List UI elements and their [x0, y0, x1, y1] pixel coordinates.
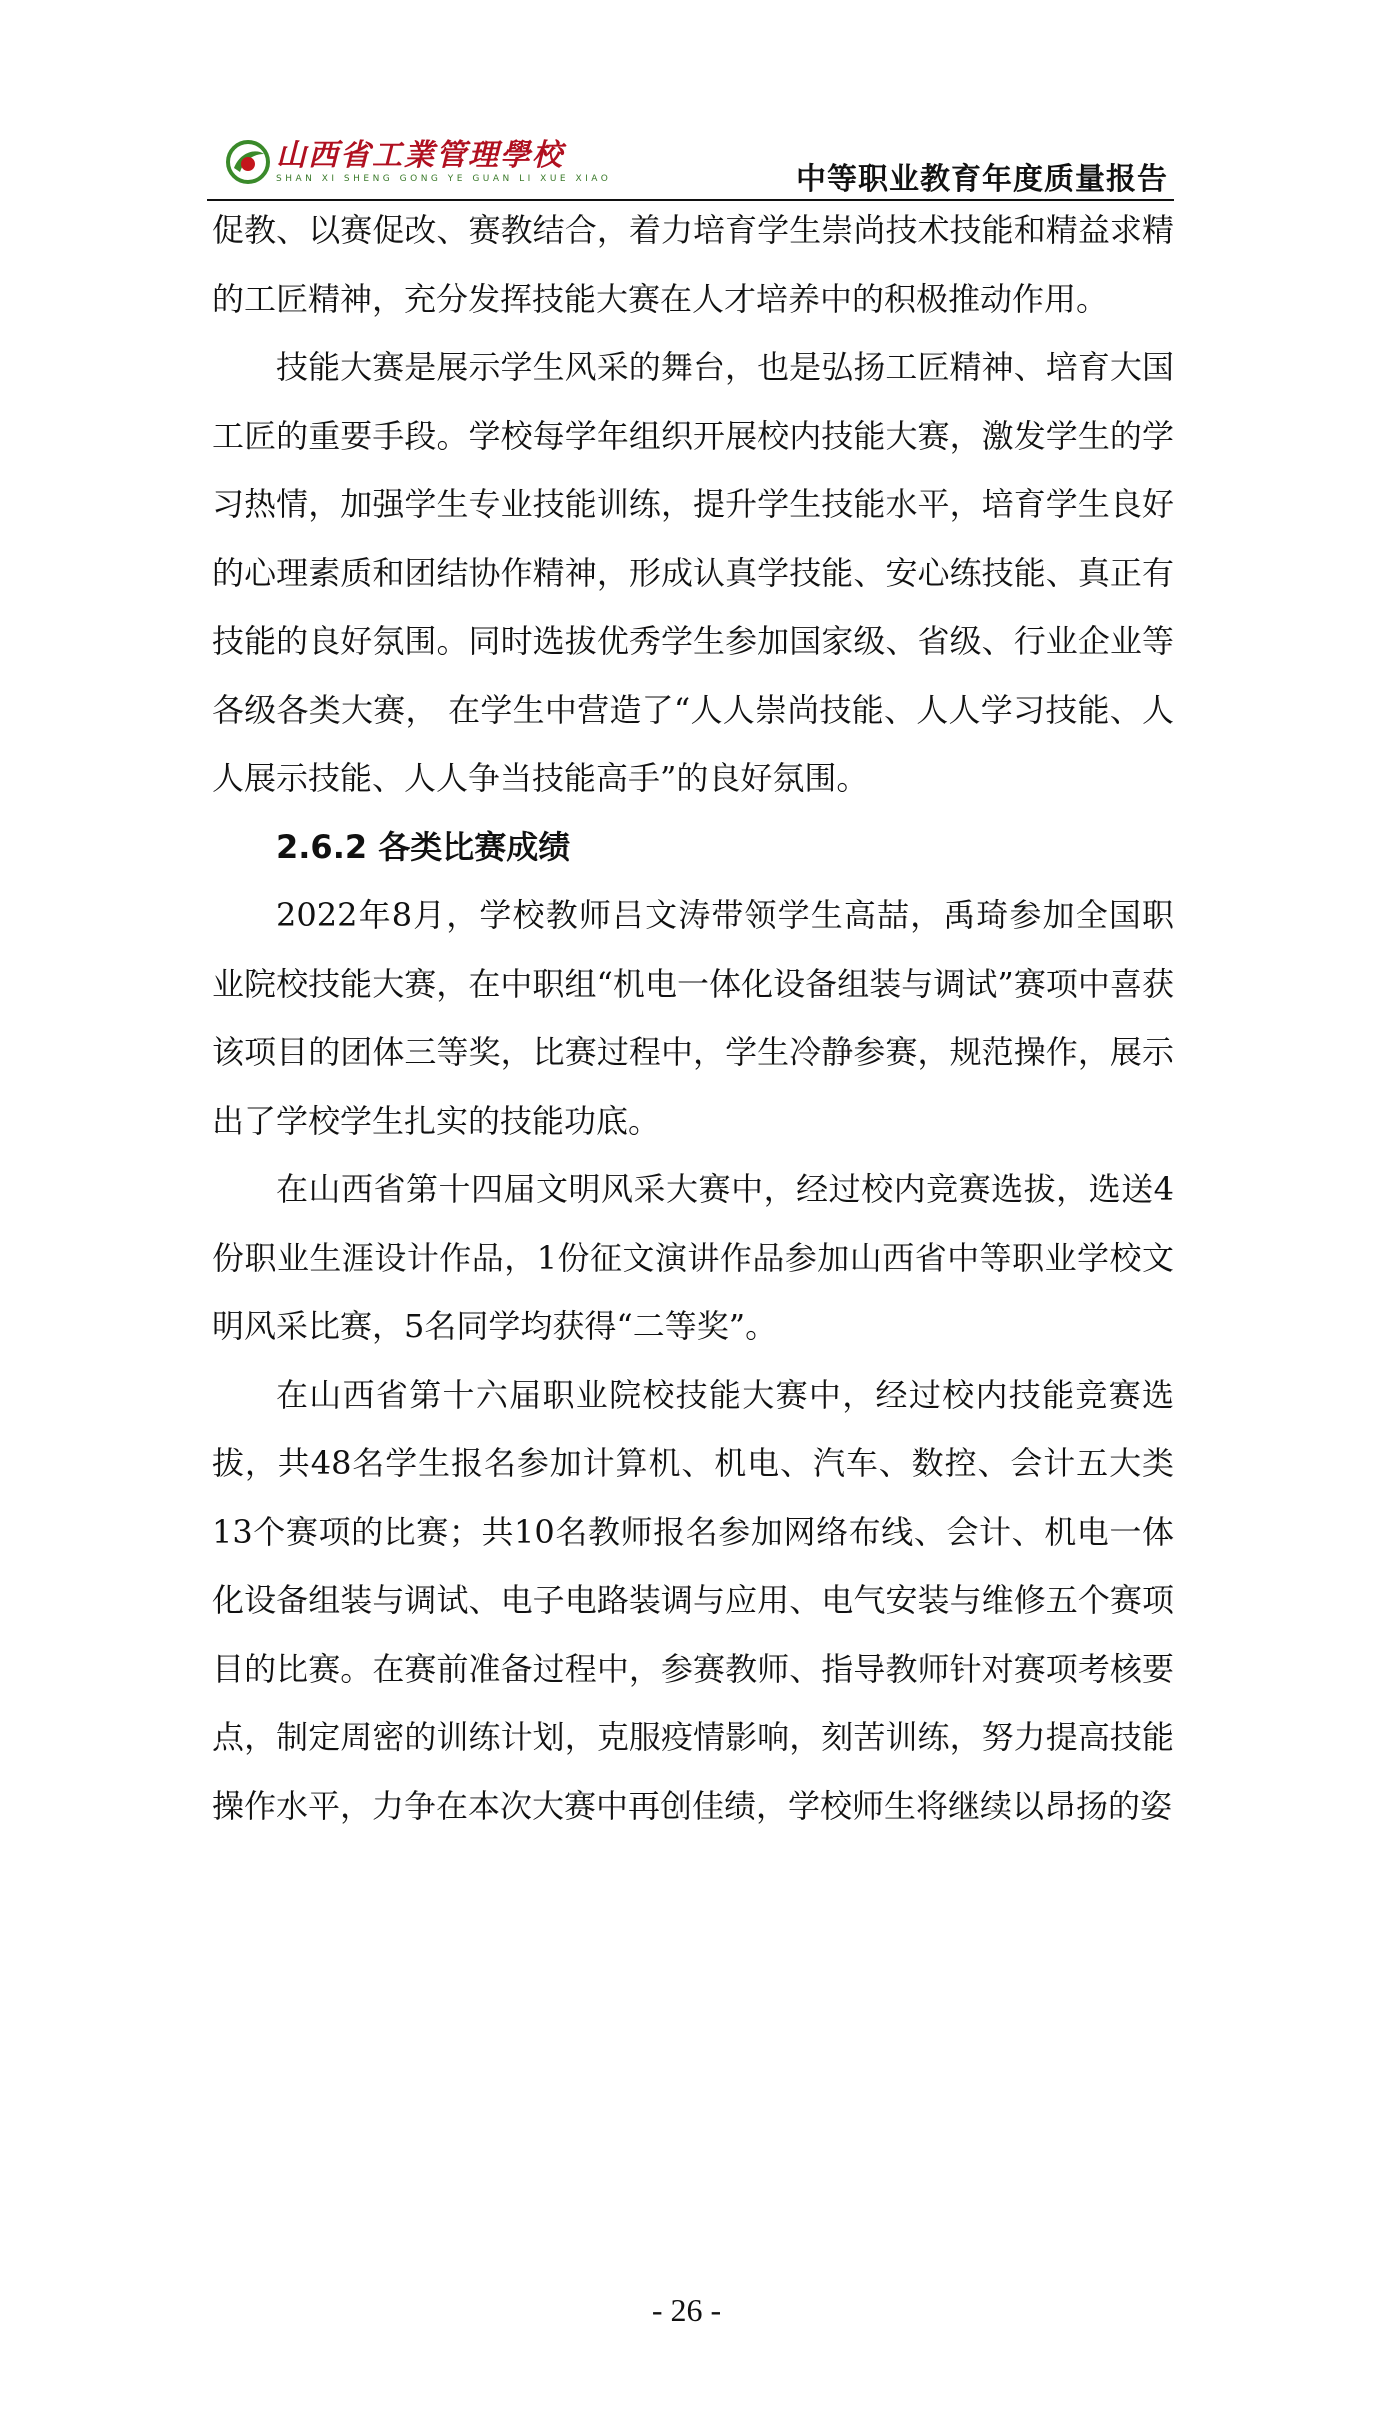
- paragraph-civilization-contest: 在山西省第十四届文明风采大赛中，经过校内竞赛选拔，选送4份职业生涯设计作品，1份征文演讲作品参加山西省中等职业学校文明风采比赛，5名同学均获得“二等奖”。: [212, 1170, 1174, 1345]
- page-number: - 26 -: [651, 2292, 722, 2328]
- report-title: 中等职业教育年度质量报告: [796, 162, 1168, 197]
- school-name: 山西省工業管理學校: [276, 138, 564, 173]
- paragraph-continued: 促教、以赛促改、赛教结合，着力培育学生崇尚技术技能和精益求精的工匠精神，充分发挥技能大赛在人才培养中的积极推动作用。: [212, 211, 1174, 318]
- paragraph-skills-competition: 技能大赛是展示学生风采的舞台，也是弘扬工匠精神、培育大国工匠的重要手段。学校每学年组织开展校内技能大赛，激发学生的学习热情，加强学生专业技能训练，提升学生技能水平，培育学生良好的心理素质和团结协作精神，形成认真学技能、安心练技能、真正有技能的良好氛围。同时选拔优秀学生参加国家级、省级、行业企业等各级各类大赛， 在学生中营造了“人人崇尚技能、人人学习技能、人人展示技能、人人争当技能高手”的良好氛围。: [212, 348, 1174, 797]
- section-heading: 2.6.2 各类比赛成绩: [276, 827, 571, 866]
- school-emblem-icon: [224, 138, 272, 186]
- page-header: [212, 128, 1174, 198]
- paragraph-provincial-contest: 在山西省第十六届职业院校技能大赛中，经过校内技能竞赛选拔，共48名学生报名参加计算机、机电、汽车、数控、会计五大类13个赛项的比赛；共10名教师报名参加网络布线、会计、机电一体化设备组装与调试、电子电路装调与应用、电气安装与维修五个赛项目的比赛。在赛前准备过程中，参赛教师、指导教师针对赛项考核要点，制定周密的训练计划，克服疫情影响，刻苦训练，努力提高技能操作水平，力争在本次大赛中再创佳绩，学校师生将继续以昂扬的姿: [212, 1375, 1174, 1825]
- paragraph-national-award: 2022年8月，学校教师吕文涛带领学生高喆，禹琦参加全国职业院校技能大赛，在中职组“机电一体化设备组装与调试”赛项中喜获该项目的团体三等奖，比赛过程中，学生冷静参赛，规范操作，展示出了学校学生扎实的技能功底。: [212, 896, 1174, 1140]
- page-body: [212, 196, 1174, 1840]
- logo-text: [276, 139, 611, 185]
- school-pinyin: SHAN XI SHENG GONG YE GUAN LI XUE XIAO: [276, 174, 612, 184]
- school-logo: [224, 132, 611, 192]
